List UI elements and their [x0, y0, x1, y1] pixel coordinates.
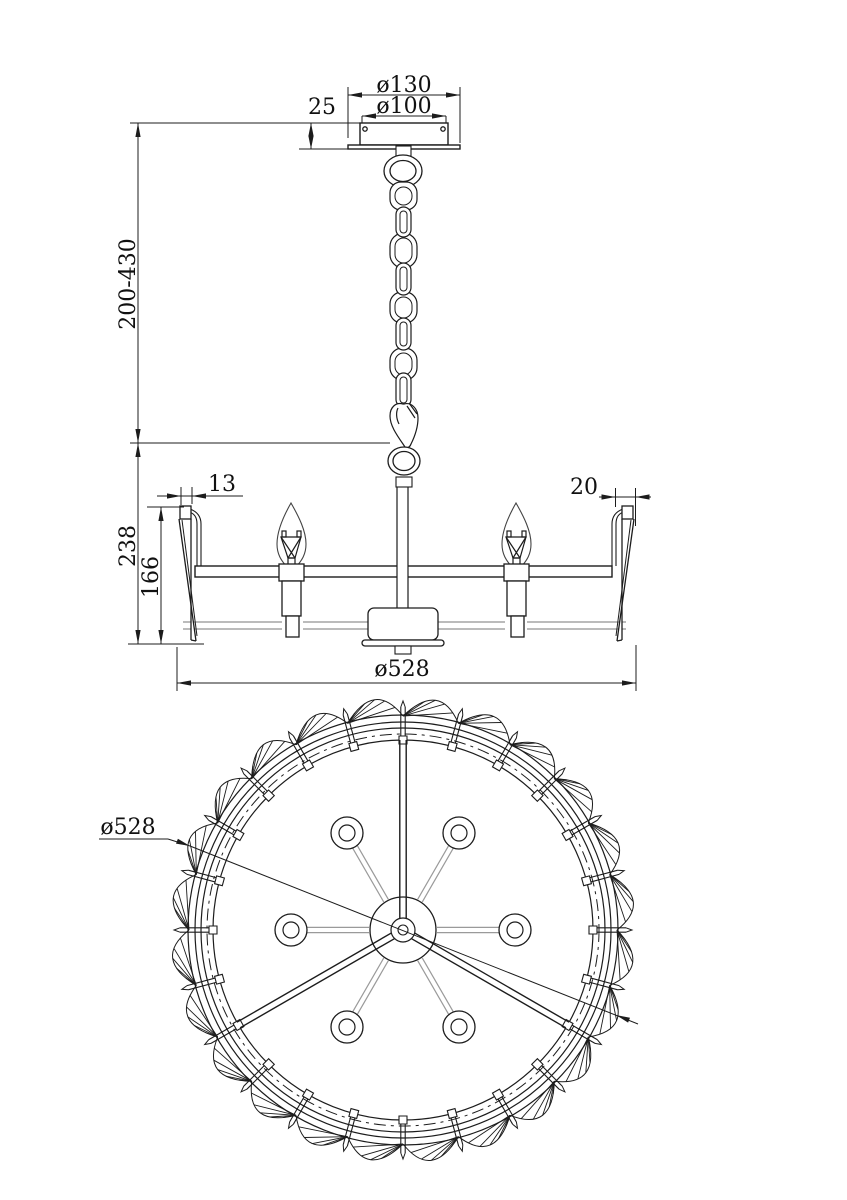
dim-label-canopy-height: 25 [308, 95, 336, 120]
center-hub-detail [391, 918, 415, 942]
dim-chain-length [116, 123, 390, 443]
dim-canopy-height [299, 95, 360, 149]
dim-canopy-inner [362, 94, 446, 123]
dimensions [116, 73, 651, 691]
center-rod [397, 486, 408, 612]
dim-crystal-left-width [157, 472, 243, 505]
chain-bottom-ring [388, 447, 420, 475]
dim-label-crystal-left-width: 13 [208, 472, 236, 497]
dim-label-diameter-side: ø528 [374, 657, 430, 682]
dim-label-chain-length: 200-430 [116, 238, 141, 330]
dim-label-canopy-outer: ø130 [376, 73, 432, 98]
top-view [99, 700, 638, 1161]
canopy-body [360, 123, 448, 145]
center-body-plate [362, 640, 444, 646]
dim-label-canopy-inner: ø100 [376, 94, 432, 119]
chain-links [390, 182, 417, 407]
dim-crystal-right-width [570, 475, 651, 526]
chain-carabiner [390, 403, 418, 448]
dim-label-crystal-right-width: 20 [570, 475, 598, 500]
candle-lamp [277, 503, 306, 637]
dim-crystal-height [139, 507, 184, 644]
center-body [368, 608, 438, 640]
lamp-holder-stem [286, 616, 299, 637]
dim-label-diameter-top: ø528 [100, 815, 156, 840]
crystal-cap [180, 506, 191, 519]
side-view [179, 123, 634, 654]
rod-collar [396, 477, 412, 487]
candle-bulb [277, 503, 306, 566]
candle-lamp-right [502, 503, 531, 637]
lamp-holder-body [282, 581, 301, 616]
center-body-tab [395, 646, 411, 654]
dim-label-fixture-height: 238 [116, 525, 141, 567]
lamp-holder-cup [279, 564, 304, 581]
edge-crystal-right [612, 506, 634, 641]
dim-label-crystal-height: 166 [139, 556, 164, 598]
